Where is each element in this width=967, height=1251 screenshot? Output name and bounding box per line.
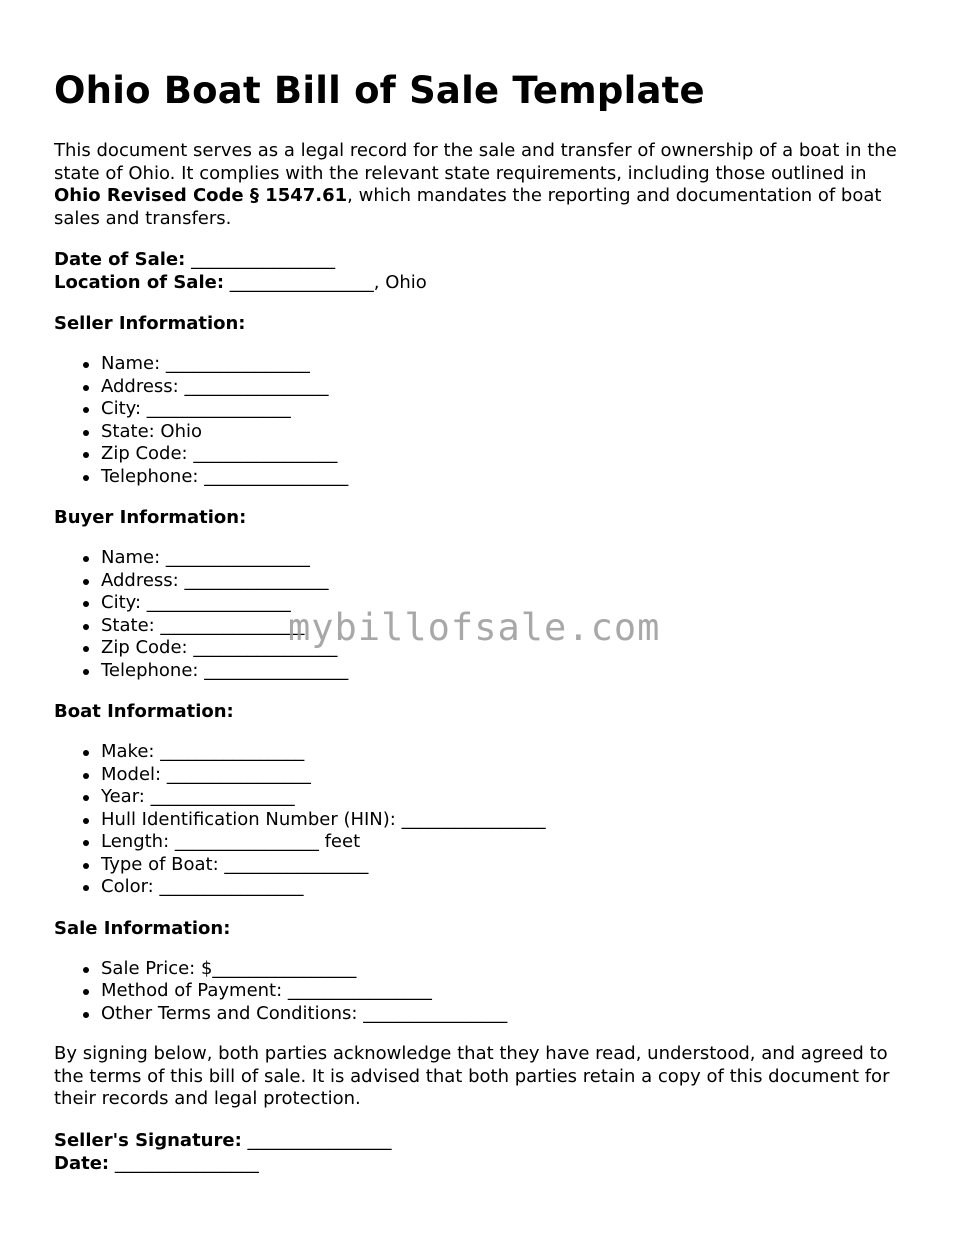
list-item: Other Terms and Conditions: ________________ bbox=[101, 1003, 914, 1026]
sale-info-list bbox=[54, 958, 914, 1026]
location-of-sale-field: ________________, Ohio bbox=[229, 272, 427, 293]
list-item: Telephone: ________________ bbox=[101, 466, 914, 489]
signature-block bbox=[54, 1129, 914, 1175]
bullet-icon bbox=[83, 840, 89, 846]
sale-section-heading: Sale Information: bbox=[54, 917, 231, 939]
bullet-icon bbox=[83, 407, 89, 413]
list-item: Length: ________________ feet bbox=[101, 831, 914, 854]
list-item: Year: ________________ bbox=[101, 786, 914, 809]
list-item: Name: ________________ bbox=[101, 353, 914, 376]
bullet-icon bbox=[83, 863, 89, 869]
date-of-sale-field: ________________ bbox=[191, 249, 336, 270]
bullet-icon bbox=[83, 989, 89, 995]
date-of-sale-label: Date of Sale: bbox=[54, 249, 186, 270]
list-item: Sale Price: $________________ bbox=[101, 958, 914, 981]
closing-paragraph: By signing below, both parties acknowledge that they have read, understood, and agreed to the terms of this bill of sale. It is advised that both parties retain a copy of this document for their records and legal protection. bbox=[54, 1043, 890, 1109]
seller-info-list bbox=[54, 353, 914, 488]
list-item: Name: ________________ bbox=[101, 547, 914, 570]
location-of-sale-label: Location of Sale: bbox=[54, 272, 225, 293]
buyer-section-heading: Buyer Information: bbox=[54, 507, 247, 528]
seller-signature-label: Seller's Signature: bbox=[54, 1129, 242, 1151]
bullet-icon bbox=[83, 601, 89, 607]
bullet-icon bbox=[83, 385, 89, 391]
seller-signature-line bbox=[54, 1129, 914, 1152]
bullet-icon bbox=[83, 646, 89, 652]
list-item: Zip Code: ________________ bbox=[101, 637, 914, 660]
signature-date-label: Date: bbox=[54, 1152, 110, 1174]
list-item: Telephone: ________________ bbox=[101, 660, 914, 683]
date-of-sale-line bbox=[54, 248, 914, 271]
bullet-icon bbox=[83, 1012, 89, 1018]
intro-text-before: This document serves as a legal record for the sale and transfer of ownership of a boat in the state of Ohio. It complies with the relevant state requirements, including those outlined in bbox=[54, 140, 897, 184]
boat-info-list bbox=[54, 741, 914, 899]
bullet-icon bbox=[83, 773, 89, 779]
list-item: City: ________________ bbox=[101, 398, 914, 421]
list-item: Color: ________________ bbox=[101, 876, 914, 899]
bullet-icon bbox=[83, 430, 89, 436]
list-item: Make: ________________ bbox=[101, 741, 914, 764]
bullet-icon bbox=[83, 795, 89, 801]
bullet-icon bbox=[83, 556, 89, 562]
boat-section-heading: Boat Information: bbox=[54, 701, 234, 722]
intro-paragraph bbox=[54, 140, 914, 230]
intro-code-reference: Ohio Revised Code § 1547.61 bbox=[54, 185, 348, 206]
intro-text-after: , which mandates the reporting and documentation of boat sales and transfers. bbox=[54, 185, 882, 229]
bullet-icon bbox=[83, 967, 89, 973]
list-item: Address: ________________ bbox=[101, 570, 914, 593]
list-item: Hull Identification Number (HIN): ________________ bbox=[101, 809, 914, 832]
location-of-sale-line bbox=[54, 271, 914, 294]
sale-date-location bbox=[54, 248, 914, 294]
bullet-icon bbox=[83, 579, 89, 585]
list-item: Type of Boat: ________________ bbox=[101, 854, 914, 877]
list-item: Address: ________________ bbox=[101, 376, 914, 399]
bullet-icon bbox=[83, 750, 89, 756]
bullet-icon bbox=[83, 452, 89, 458]
list-item: Model: ________________ bbox=[101, 764, 914, 787]
bullet-icon bbox=[83, 885, 89, 891]
list-item: City: ________________ bbox=[101, 592, 914, 615]
bullet-icon bbox=[83, 362, 89, 368]
bullet-icon bbox=[83, 624, 89, 630]
signature-date-line bbox=[54, 1152, 914, 1175]
bullet-icon bbox=[83, 669, 89, 675]
page-title: Ohio Boat Bill of Sale Template bbox=[54, 69, 705, 112]
seller-signature-field: ________________ bbox=[247, 1129, 392, 1151]
list-item: State: Ohio bbox=[101, 421, 914, 444]
list-item: State: ________________ bbox=[101, 615, 914, 638]
seller-section-heading: Seller Information: bbox=[54, 313, 246, 334]
bullet-icon bbox=[83, 475, 89, 481]
watermark: mybillofsale.com bbox=[288, 606, 661, 649]
signature-date-field: ________________ bbox=[114, 1152, 259, 1174]
list-item: Zip Code: ________________ bbox=[101, 443, 914, 466]
list-item: Method of Payment: ________________ bbox=[101, 980, 914, 1003]
bullet-icon bbox=[83, 818, 89, 824]
